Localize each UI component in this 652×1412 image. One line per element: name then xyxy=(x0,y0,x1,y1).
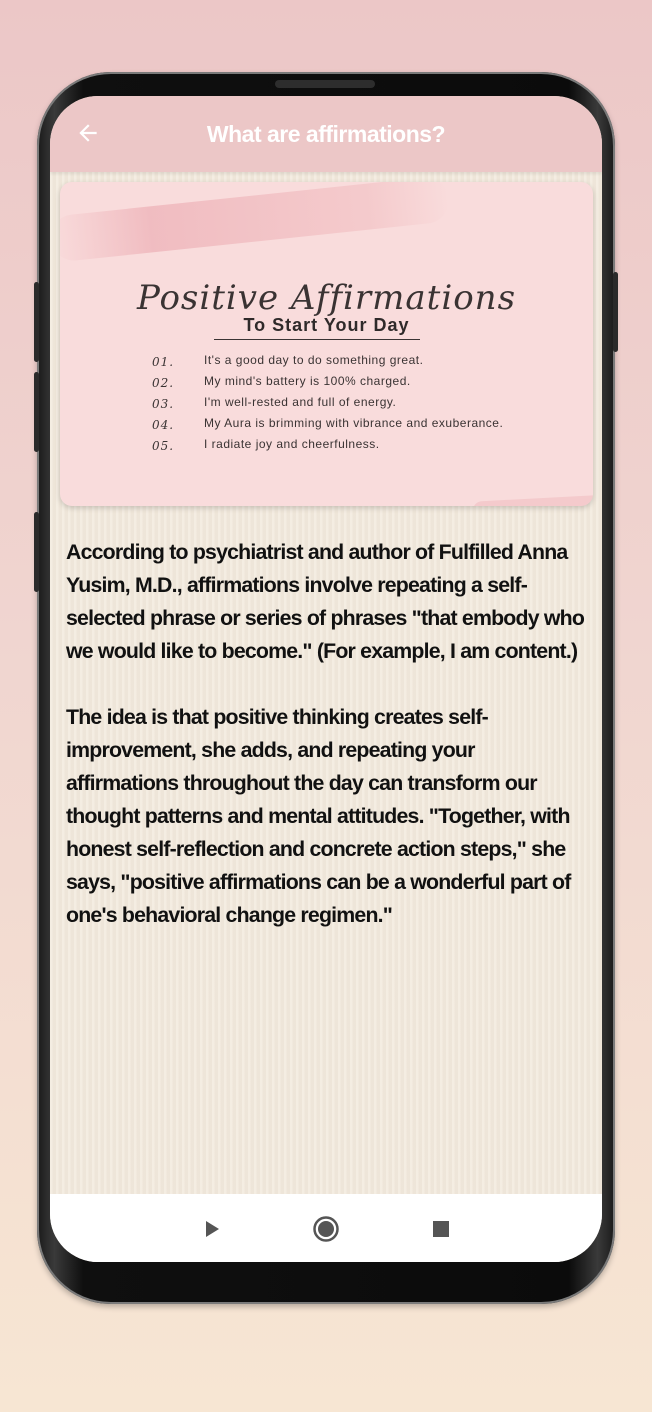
affirmation-text: It's a good day to do something great. xyxy=(204,353,424,367)
affirmation-list xyxy=(152,354,552,459)
affirmation-number: 05. xyxy=(152,439,175,453)
affirmation-text: I radiate joy and cheerfulness. xyxy=(204,437,380,451)
affirmation-number: 01. xyxy=(152,355,175,369)
affirmation-text: My mind's battery is 100% charged. xyxy=(204,374,411,388)
affirmation-number: 03. xyxy=(152,397,175,411)
recents-square-icon xyxy=(431,1219,451,1239)
play-triangle-icon xyxy=(202,1219,222,1239)
list-item xyxy=(152,438,552,453)
affirmation-text: I'm well-rested and full of energy. xyxy=(204,395,397,409)
paragraph-2: The idea is that positive thinking creates self-improvement, she adds, and repeating your affirmations throughout the day can transform our thought patterns and mental attitudes. "Together, with honest self-reflection and concrete action steps," she says, "positive affirmations can be a wonderful part of one's behavioral change regimen." xyxy=(66,705,571,927)
phone-side-button-right xyxy=(613,272,618,352)
page-title: What are affirmations? xyxy=(206,120,446,147)
app-bar xyxy=(50,96,602,172)
card-underline xyxy=(214,339,420,340)
phone-side-button-left-3 xyxy=(34,512,39,592)
list-item xyxy=(152,396,552,411)
paragraph-1: According to psychiatrist and author of Fulfilled Anna Yusim, M.D., affirmations involve repeating a self-selected phrase or series of phrases "that embody who we would like to become." (For example, I am content.) xyxy=(66,540,585,663)
nav-recents-button[interactable] xyxy=(426,1214,456,1244)
arrow-left-icon xyxy=(75,120,101,146)
brush-stroke-decoration-2 xyxy=(473,494,593,506)
list-item xyxy=(152,375,552,390)
affirmation-text: My Aura is brimming with vibrance and exuberance. xyxy=(204,416,504,430)
affirmation-number: 02. xyxy=(152,376,175,390)
phone-side-button-left-1 xyxy=(34,282,39,362)
phone-side-button-left-2 xyxy=(34,372,39,452)
back-button[interactable] xyxy=(68,113,108,153)
home-circle-icon xyxy=(312,1215,340,1243)
list-item xyxy=(152,417,552,432)
card-script-title: Positive Affirmations xyxy=(136,278,517,318)
article-body xyxy=(66,536,590,932)
brush-stroke-decoration xyxy=(60,182,451,263)
phone-speaker xyxy=(275,80,375,88)
content-area[interactable] xyxy=(50,172,602,1194)
nav-home-button[interactable] xyxy=(311,1214,341,1244)
system-nav-bar xyxy=(50,1194,602,1262)
affirmation-number: 04. xyxy=(152,418,175,432)
list-item xyxy=(152,354,552,369)
phone-frame xyxy=(37,72,615,1304)
card-subtitle: To Start Your Day xyxy=(243,315,410,335)
paragraph-gap xyxy=(66,668,590,701)
nav-back-button[interactable] xyxy=(197,1214,227,1244)
affirmations-image-card xyxy=(60,182,593,506)
phone-screen xyxy=(50,96,602,1262)
